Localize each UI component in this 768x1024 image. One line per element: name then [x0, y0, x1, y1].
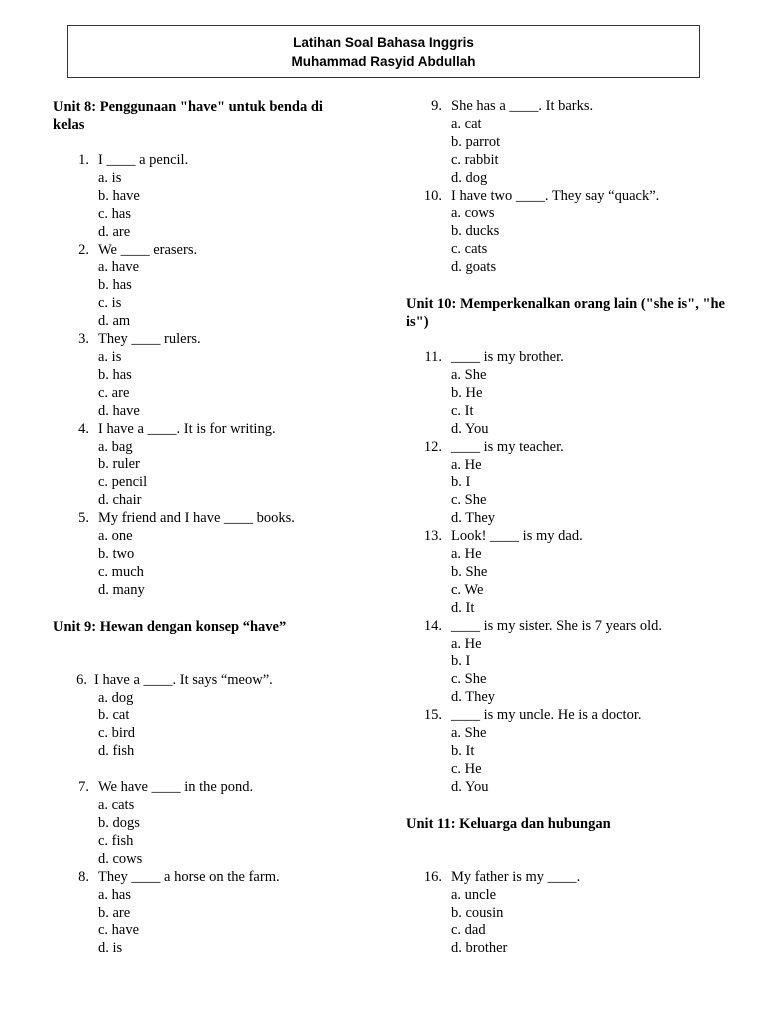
option-a: a. bag [98, 438, 133, 455]
option-c: c. We [451, 581, 484, 598]
question-15 [406, 707, 726, 797]
option-b: b. I [451, 653, 471, 670]
option-c: c. She [451, 671, 487, 688]
question-text: My father is my ____. [451, 868, 581, 885]
option-a: a. cats [98, 797, 135, 814]
unit-11-title: Unit 11: Keluarga dan hubungan [406, 815, 611, 832]
option-c: c. It [451, 402, 474, 419]
question-text: We have ____ in the pond. [98, 779, 254, 796]
option-c: c. cats [451, 241, 488, 258]
option-a: a. He [451, 635, 482, 652]
option-d: d. You [451, 778, 489, 795]
option-d: d. It [451, 599, 475, 616]
option-d: d. chair [98, 492, 142, 509]
question-6 [53, 672, 353, 762]
option-a: a. have [98, 259, 140, 276]
option-a: a. She [451, 725, 487, 742]
option-c: c. have [98, 922, 140, 939]
option-c: c. bird [98, 725, 136, 742]
option-b: b. dogs [98, 815, 140, 831]
option-d: d. brother [451, 940, 508, 957]
question-2 [53, 242, 353, 332]
option-c: c. dad [451, 922, 486, 939]
question-text: She has a ____. It barks. [451, 98, 594, 114]
option-a: a. He [451, 456, 482, 473]
option-b: b. It [451, 743, 475, 759]
question-text: They ____ rulers. [98, 331, 201, 348]
author-name: Muhammad Rasyid Abdullah [291, 53, 476, 69]
option-d: d. They [451, 510, 496, 527]
question-10 [406, 188, 726, 278]
option-d: d. fish [98, 743, 135, 760]
option-b: b. two [98, 545, 135, 562]
option-c: c. much [98, 563, 144, 580]
option-c: c. is [98, 295, 122, 312]
option-c: c. fish [98, 832, 134, 849]
question-8 [53, 869, 353, 959]
question-5 [53, 510, 353, 600]
document-title: Latihan Soal Bahasa Inggris [293, 34, 474, 50]
option-c: c. are [98, 384, 130, 401]
unit-9-title: Unit 9: Hewan dengan konsep “have” [53, 618, 287, 635]
question-text: ____ is my sister. She is 7 years old. [451, 617, 663, 634]
question-number: 16. [423, 868, 442, 885]
question-number: 13. [423, 528, 442, 545]
option-d: d. are [98, 223, 131, 240]
question-4 [53, 421, 353, 511]
option-b: b. have [98, 187, 140, 204]
option-d: d. goats [451, 259, 497, 276]
question-number: 2. [78, 241, 89, 258]
question-number: 14. [423, 617, 442, 634]
option-b: b. ducks [451, 223, 500, 240]
option-c: c. has [98, 205, 132, 222]
question-12 [406, 439, 726, 529]
question-number: 15. [423, 707, 442, 724]
question-text: ____ is my brother. [451, 349, 564, 366]
option-b: b. He [451, 384, 483, 401]
option-a: a. is [98, 169, 122, 186]
option-b: b. has [98, 277, 132, 294]
option-a: a. cat [451, 115, 482, 132]
option-b: b. cat [98, 707, 130, 724]
option-a: a. one [98, 528, 133, 545]
option-c: c. rabbit [451, 151, 499, 168]
option-b: b. ruler [98, 456, 140, 473]
question-number: 11. [424, 349, 442, 366]
option-a: a. cows [451, 205, 495, 222]
option-c: c. pencil [98, 474, 148, 491]
question-text: My friend and I have ____ books. [98, 510, 295, 527]
option-c: c. She [451, 492, 487, 509]
option-b: b. cousin [451, 904, 504, 921]
question-13 [406, 528, 726, 618]
option-d: d. They [451, 689, 496, 706]
question-14 [406, 618, 726, 708]
question-11 [406, 349, 726, 439]
left-column [53, 98, 353, 958]
option-d: d. cows [98, 850, 143, 867]
question-text: I have a ____. It is for writing. [98, 420, 276, 437]
question-3 [53, 331, 353, 421]
question-text: ____ is my teacher. [451, 438, 564, 455]
question-number: 5. [78, 510, 89, 527]
option-a: a. She [451, 366, 487, 383]
question-number: 8. [78, 868, 89, 885]
question-number: 12. [423, 438, 442, 455]
question-number: 4. [78, 420, 89, 437]
question-text: ____ is my uncle. He is a doctor. [451, 707, 642, 724]
option-d: d. am [98, 313, 131, 330]
question-9 [406, 98, 726, 188]
question-1 [53, 152, 353, 242]
question-16 [406, 869, 726, 959]
question-number: 1. [78, 152, 89, 168]
unit-10-title: Unit 10: Memperkenalkan orang lain ("she is", "he is") [406, 296, 725, 331]
option-c: c. He [451, 760, 482, 777]
option-d: d. dog [451, 169, 488, 186]
question-text: I ____ a pencil. [98, 152, 189, 168]
question-number: 7. [78, 779, 89, 796]
option-b: b. are [98, 904, 131, 921]
option-b: b. parrot [451, 133, 501, 150]
option-b: b. I [451, 474, 471, 491]
question-text: Look! ____ is my dad. [451, 528, 583, 545]
option-d: d. You [451, 420, 489, 437]
right-column [406, 98, 726, 958]
question-text: We ____ erasers. [98, 241, 198, 258]
option-a: a. is [98, 348, 122, 365]
option-d: d. is [98, 940, 123, 957]
option-a: a. uncle [451, 886, 497, 903]
option-b: b. has [98, 366, 132, 383]
question-text: They ____ a horse on the farm. [98, 868, 280, 885]
question-text: I have a ____. It says “meow”. [94, 671, 273, 688]
option-a: a. dog [98, 689, 134, 706]
question-number: 10. [423, 187, 442, 204]
option-d: d. have [98, 402, 140, 419]
option-d: d. many [98, 581, 145, 598]
option-a: a. has [98, 886, 132, 903]
question-number: 3. [78, 331, 89, 348]
option-a: a. He [451, 546, 482, 563]
question-7 [53, 779, 353, 869]
question-number: 9. [431, 98, 442, 114]
unit-8-title: Unit 8: Penggunaan "have" untuk benda di kelas [53, 99, 323, 133]
question-text: I have two ____. They say “quack”. [451, 187, 660, 204]
option-b: b. She [451, 563, 488, 580]
document-header [67, 25, 700, 78]
question-number: 6. [76, 671, 87, 688]
